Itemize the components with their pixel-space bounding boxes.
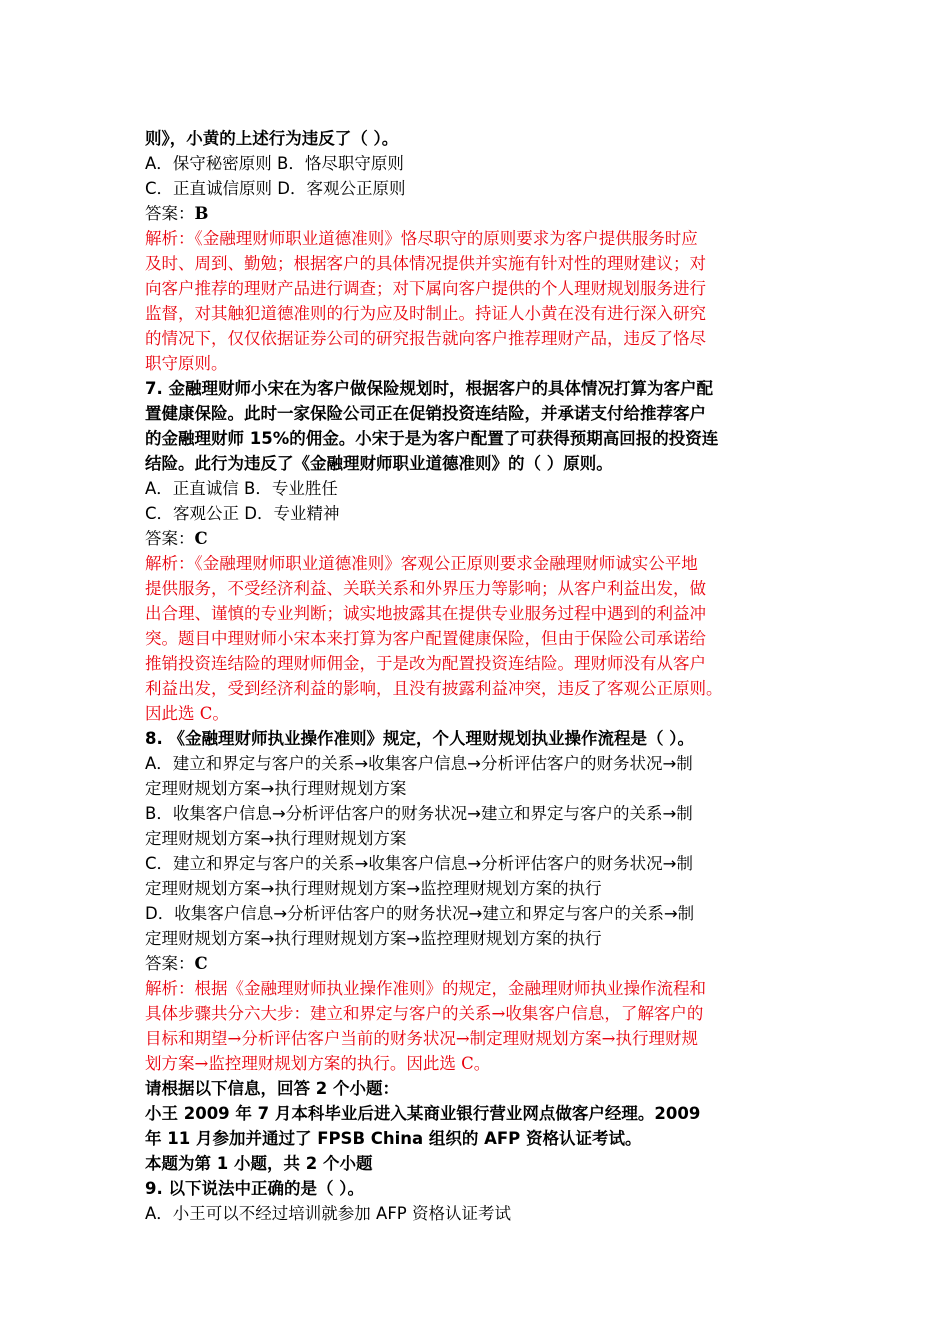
question-7-stem-line: 7. 金融理财师小宋在为客户做保险规划时，根据客户的具体情况打算为客户配 (145, 379, 713, 398)
question-6-option-line: C．正直诚信原则 D．客观公正原则 (145, 179, 406, 198)
question-7-analysis-line: 因此选 C。 (145, 704, 229, 723)
answer-value: C (194, 529, 208, 548)
question-7-option-line: A．正直诚信 B．专业胜任 (145, 479, 338, 498)
question-8-stem: 8. 《金融理财师执业操作准则》规定，个人理财规划执业操作流程是（ ）。 (145, 729, 694, 748)
question-6-analysis-line: 监督，对其触犯道德准则的行为应及时制止。持证人小黄在没有进行深入研究 (145, 304, 706, 323)
question-6-answer (145, 201, 810, 226)
question-7-stem-line: 结险。此行为违反了《金融理财师职业道德准则》的（ ）原则。 (145, 454, 613, 473)
question-8-answer (145, 951, 810, 976)
question-8-option-line: A．建立和界定与客户的关系→收集客户信息→分析评估客户的财务状况→制 (145, 754, 693, 773)
question-6-analysis-line: 的情况下，仅仅依据证券公司的研究报告就向客户推荐理财产品，违反了恪尽 (145, 329, 706, 348)
question-7-analysis-line: 突。题目中理财师小宋本来打算为客户配置健康保险，但由于保险公司承诺给 (145, 629, 706, 648)
question-6-analysis-line: 解析：《金融理财师职业道德准则》恪尽职守的原则要求为客户提供服务时应 (145, 229, 698, 248)
question-8-analysis-line: 具体步骤共分六大步：建立和界定与客户的关系→收集客户信息，了解客户的 (145, 1004, 704, 1023)
group-context-line: 小王 2009 年 7 月本科毕业后进入某商业银行营业网点做客户经理。2009 (145, 1104, 701, 1123)
group-sub-intro: 本题为第 1 小题，共 2 个小题 (145, 1154, 373, 1173)
question-8-option-line: 定理财规划方案→执行理财规划方案→监控理财规划方案的执行 (145, 879, 602, 898)
answer-label: 答案： (145, 529, 195, 548)
question-6-analysis-line: 向客户推荐的理财产品进行调查；对下属向客户提供的个人理财规划服务进行 (145, 279, 706, 298)
question-7-analysis-line: 推销投资连结险的理财师佣金，于是改为配置投资连结险。理财师没有从客户 (145, 654, 706, 673)
question-7-stem-line: 置健康保险。此时一家保险公司正在促销投资连结险，并承诺支付给推荐客户 (145, 404, 706, 423)
question-7-answer (145, 526, 810, 551)
question-8-option-line: 定理财规划方案→执行理财规划方案→监控理财规划方案的执行 (145, 929, 602, 948)
question-8-option-line: D．收集客户信息→分析评估客户的财务状况→建立和界定与客户的关系→制 (145, 904, 695, 923)
question-9-stem: 9. 以下说法中正确的是（ ）。 (145, 1179, 364, 1198)
document-page (145, 126, 810, 1226)
question-8-option-line: C．建立和界定与客户的关系→收集客户信息→分析评估客户的财务状况→制 (145, 854, 693, 873)
question-8-option-line: 定理财规划方案→执行理财规划方案 (145, 829, 407, 848)
question-6-option-line: A．保守秘密原则 B．恪尽职守原则 (145, 154, 404, 173)
question-8-analysis-line: 目标和期望→分析评估客户当前的财务状况→制定理财规划方案→执行理财规 (145, 1029, 698, 1048)
question-6-analysis-line: 及时、周到、勤勉；根据客户的具体情况提供并实施有针对性的理财建议；对 (145, 254, 706, 273)
group-intro: 请根据以下信息，回答 2 个小题： (145, 1079, 399, 1098)
answer-label: 答案： (145, 204, 195, 223)
question-8-analysis-line: 划方案→监控理财规划方案的执行。因此选 C。 (145, 1054, 491, 1073)
question-7-option-line: C．客观公正 D．专业精神 (145, 504, 340, 523)
question-7-stem-line: 的金融理财师 15%的佣金。小宋于是为客户配置了可获得预期高回报的投资连 (145, 429, 719, 448)
question-6-analysis-line: 职守原则。 (145, 354, 228, 373)
question-7-analysis-line: 利益出发，受到经济利益的影响，且没有披露利益冲突，违反了客观公正原则。 (145, 679, 723, 698)
answer-label: 答案： (145, 954, 195, 973)
question-7-analysis-line: 解析：《金融理财师职业道德准则》客观公正原则要求金融理财师诚实公平地 (145, 554, 698, 573)
answer-value: B (194, 204, 209, 223)
question-6-stem-tail: 则》，小黄的上述行为违反了（ ）。 (145, 129, 399, 148)
question-8-analysis-line: 解析：根据《金融理财师执业操作准则》的规定，金融理财师执业操作流程和 (145, 979, 706, 998)
question-8-option-line: 定理财规划方案→执行理财规划方案 (145, 779, 407, 798)
question-7-analysis-line: 出合理、谨慎的专业判断；诚实地披露其在提供专业服务过程中遇到的利益冲 (145, 604, 706, 623)
question-7-analysis-line: 提供服务，不受经济利益、关联关系和外界压力等影响；从客户利益出发，做 (145, 579, 706, 598)
group-context-line: 年 11 月参加并通过了 FPSB China 组织的 AFP 资格认证考试。 (145, 1129, 642, 1148)
question-8-option-line: B．收集客户信息→分析评估客户的财务状况→建立和界定与客户的关系→制 (145, 804, 693, 823)
question-9-option-line: A．小王可以不经过培训就参加 AFP 资格认证考试 (145, 1204, 512, 1223)
answer-value: C (194, 954, 208, 973)
